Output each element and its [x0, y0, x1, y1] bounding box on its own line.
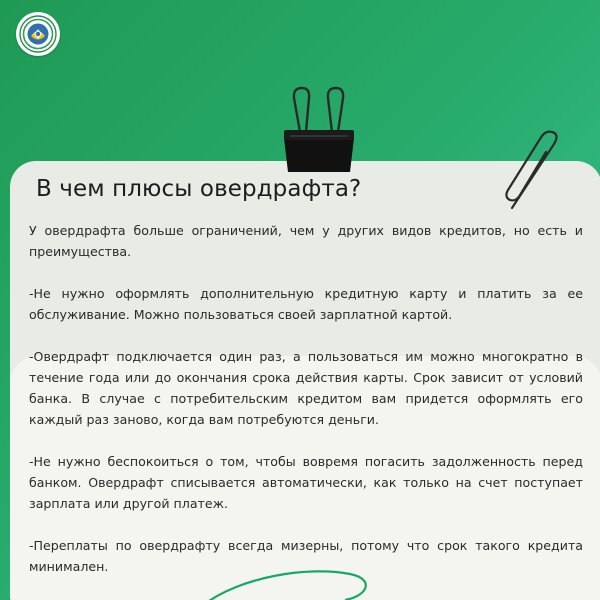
binder-clip-icon	[278, 84, 360, 176]
paragraph-benefit-4: -Переплаты по овердрафту всегда мизерны, потому что срок такого кредита минимален.	[29, 538, 583, 574]
paragraph-benefit-1: -Не нужно оформлять дополнительную кредитную карту и платить за ее обслуживание. Можно пользоваться своей зарплатной картой.	[29, 286, 583, 322]
paragraph-intro: У овердрафта больше ограничений, чем у других видов кредитов, но есть и преимущества.	[29, 223, 583, 259]
emblem-logo-icon	[16, 12, 60, 56]
paragraph-benefit-3: -Не нужно беспокоиться о том, чтобы вовремя погасить задолженность перед банком. Овердрафт списывается автоматически, как только на счет поступает зарплата или другой платеж.	[29, 454, 583, 511]
paperclip-icon	[502, 130, 564, 212]
page-title: В чем плюсы овердрафта?	[36, 176, 362, 202]
article-body	[29, 220, 583, 577]
paragraph-benefit-2: -Овердрафт подключается один раз, а пользоваться им можно многократно в течение года или до окончания срока действия карты. Срок зависит от условий банка. В случае с потребительским кредитом вам придется оформлять его каждый раз заново, когда вам потребуются деньги.	[29, 349, 583, 427]
